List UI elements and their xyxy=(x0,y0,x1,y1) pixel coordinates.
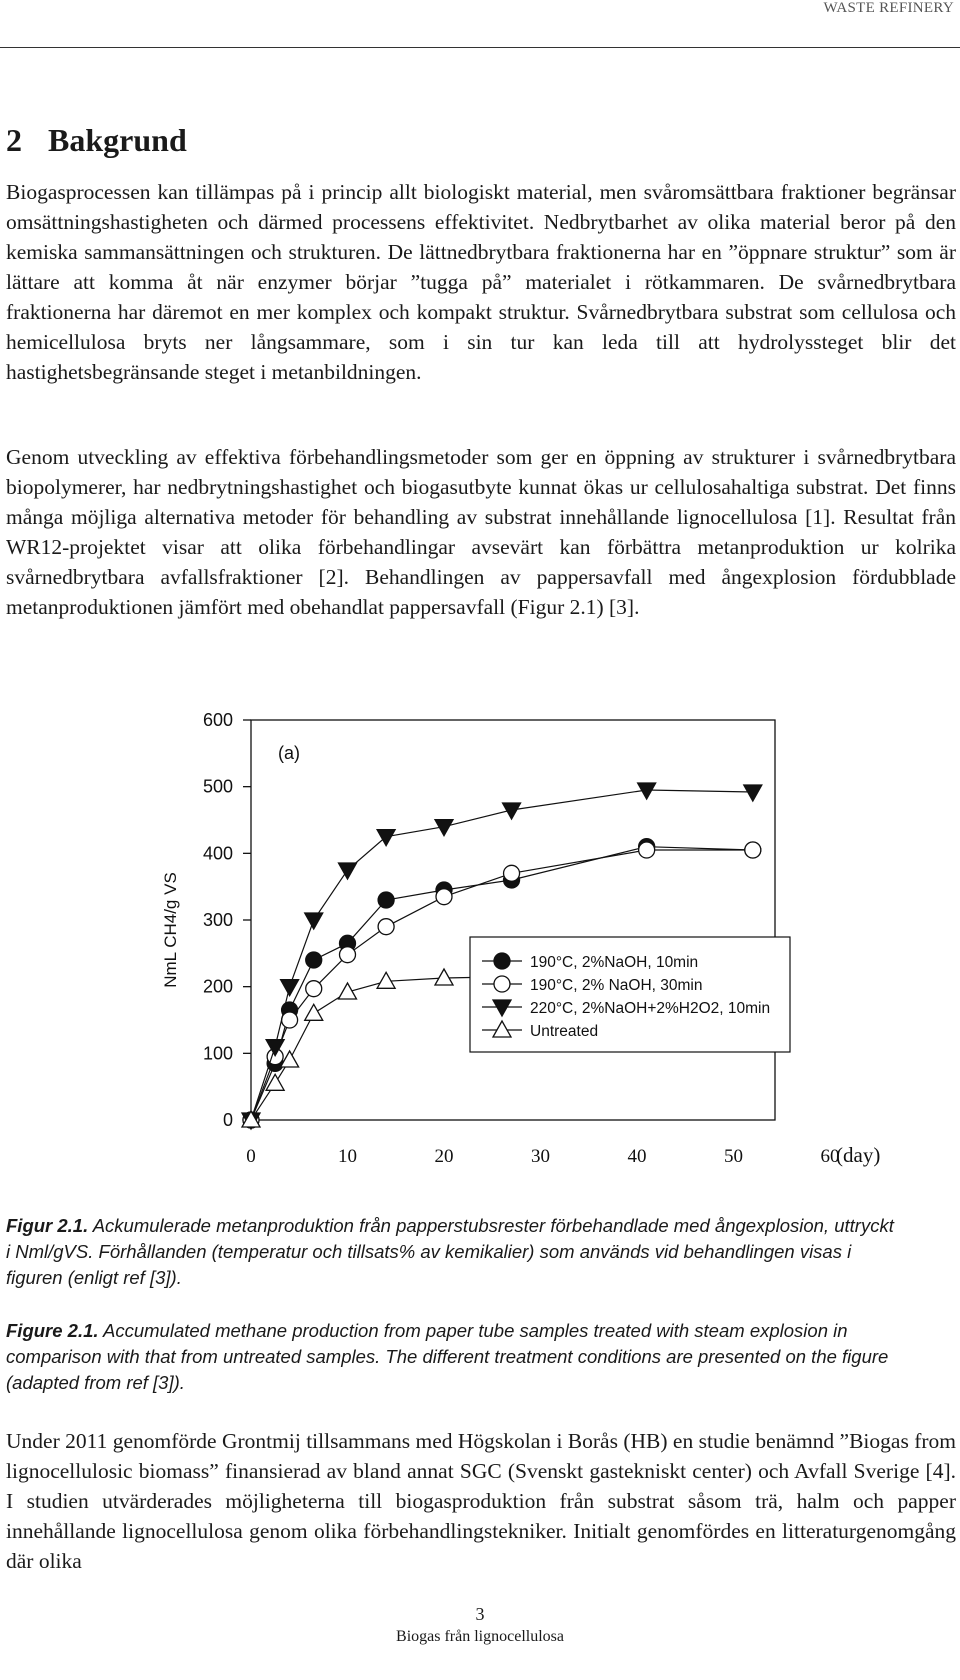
caption-english-text: Accumulated methane production from paper tube samples treated with steam explosion in comparison with that from untreated samples. The different treatment conditions are presented on the figure (adapted from ref [3]). xyxy=(6,1320,889,1393)
page-number: 3 xyxy=(475,1604,485,1624)
legend-label: 190°C, 2%NaOH, 10min xyxy=(530,954,699,971)
running-title: WASTE REFINERY xyxy=(823,0,954,16)
data-point xyxy=(745,842,761,858)
legend-marker xyxy=(494,953,510,969)
data-point xyxy=(339,983,357,999)
caption-english xyxy=(6,1318,898,1396)
y-tick-label: 600 xyxy=(202,710,233,730)
chart-legend xyxy=(470,937,790,1052)
x-tick-label: 10 xyxy=(338,1146,357,1167)
x-tick-label: 40 xyxy=(627,1146,647,1167)
x-tick-label: 60 xyxy=(820,1146,840,1167)
y-tick-label: 300 xyxy=(202,910,233,930)
y-axis-label: NmL CH4/g VS xyxy=(161,872,180,988)
legend-label: Untreated xyxy=(530,1023,599,1040)
section-number: 2 xyxy=(6,122,22,158)
caption-swedish-label: Figur 2.1. xyxy=(6,1215,89,1236)
x-tick-label: 0 xyxy=(246,1146,256,1167)
data-point xyxy=(339,863,357,879)
y-tick-label: 400 xyxy=(202,843,233,864)
data-point xyxy=(378,919,394,935)
data-point xyxy=(281,980,299,996)
data-point xyxy=(305,1004,323,1020)
x-axis-label: (day) xyxy=(836,1143,881,1167)
data-point xyxy=(377,972,395,988)
data-point xyxy=(282,1012,298,1028)
caption-swedish xyxy=(6,1213,898,1291)
data-point xyxy=(744,785,762,801)
data-point xyxy=(306,981,322,997)
section-heading xyxy=(6,120,187,160)
x-tick-label: 30 xyxy=(531,1146,550,1167)
y-tick-label: 0 xyxy=(222,1110,233,1130)
data-point xyxy=(340,947,356,963)
paragraph-3: Under 2011 genomförde Grontmij tillsammans med Högskolan i Borås (HB) en studie benämnd ”Biogas from lignocellulosic biomass” finansierad av bland annat SGC (Svenskt gastekniskt center) och Avfall Sverige [4]. I studien utvärderades möjligheterna till biogasproduktion från substrat såsom trä, halm och papper innehållande lignocellulosa genom olika förbehandlingstekniker. Initialt genomfördes en litteraturgenomgång där olika xyxy=(6,1429,956,1573)
panel-label: (a) xyxy=(278,743,300,763)
y-tick-label: 500 xyxy=(202,776,233,797)
data-point xyxy=(504,865,520,881)
caption-english-label: Figure 2.1. xyxy=(6,1320,99,1341)
y-tick-label: 100 xyxy=(202,1043,233,1064)
data-point xyxy=(305,913,323,929)
data-point xyxy=(378,892,394,908)
legend-label: 190°C, 2% NaOH, 30min xyxy=(530,977,703,994)
x-tick-label: 50 xyxy=(724,1146,743,1167)
legend-label: 220°C, 2%NaOH+2%H2O2, 10min xyxy=(530,1000,771,1017)
data-point xyxy=(377,830,395,846)
section-title: Bakgrund xyxy=(48,122,187,158)
footer-title: Biogas från lignocellulosa xyxy=(396,1628,564,1645)
header-rule xyxy=(0,47,960,48)
x-tick-label: 20 xyxy=(434,1146,454,1167)
data-point xyxy=(306,952,322,968)
data-point xyxy=(435,969,453,985)
y-tick-label: 200 xyxy=(202,976,233,997)
caption-swedish-text: Ackumulerade metanproduktion från papperstubsrester förbehandlade med ångexplosion, uttryckt i Nml/gVS. Förhållanden (temperatur och tillsats% av kemikalier) som används vid behandlingen visas i figuren (enligt ref [3]). xyxy=(6,1215,894,1288)
legend-marker xyxy=(494,976,510,992)
data-point xyxy=(639,842,655,858)
methane-chart xyxy=(140,690,900,1190)
plot-frame xyxy=(251,720,775,1120)
paragraph-2: Genom utveckling av effektiva förbehandlingsmetoder som ger en öppning av strukturer i svårnedbrytbara biopolymerer, har nedbrytningshastighet och biogasutbyte kunnat ökas ur cellulosahaltiga substrat. Det finns många möjliga alternativa metoder för behandling av substrat innehållande lignocellulosa [1]. Resultat från WR12-projektet visar att olika förbehandlingar avsevärt kan förbättra metanproduktion ur kolrika svårnedbrytbara avfallsfraktioner [2]. Behandlingen av pappersavfall med ångexplosion fördubblade metanproduktionen jämfört med obehandlat pappersavfall (Figur 2.1) [3]. xyxy=(6,445,956,619)
paragraph-1: Biogasprocessen kan tillämpas på i princip allt biologiskt material, men svåromsättbara fraktioner begränsar omsättningshastigheten och därmed processens effektivitet. Nedbrytbarhet av olika material beror på den kemiska sammansättningen och strukturen. De lättnedbrytbara fraktionerna har en ”öppnare struktur” som är lättare att komma åt när enzymer börjar ”tugga på” materialet i rötkammaren. De svårnedbrytbara fraktionerna har däremot en mer komplex och kompakt struktur. Svårnedbrytbara substrat som cellulosa och hemicellulosa bryts ner långsammare, som i sin tur kan leda till att hydrolyssteget blir det hastighetsbegränsande steget i metanbildningen. xyxy=(6,180,956,384)
data-point xyxy=(436,889,452,905)
page-header xyxy=(0,0,960,48)
